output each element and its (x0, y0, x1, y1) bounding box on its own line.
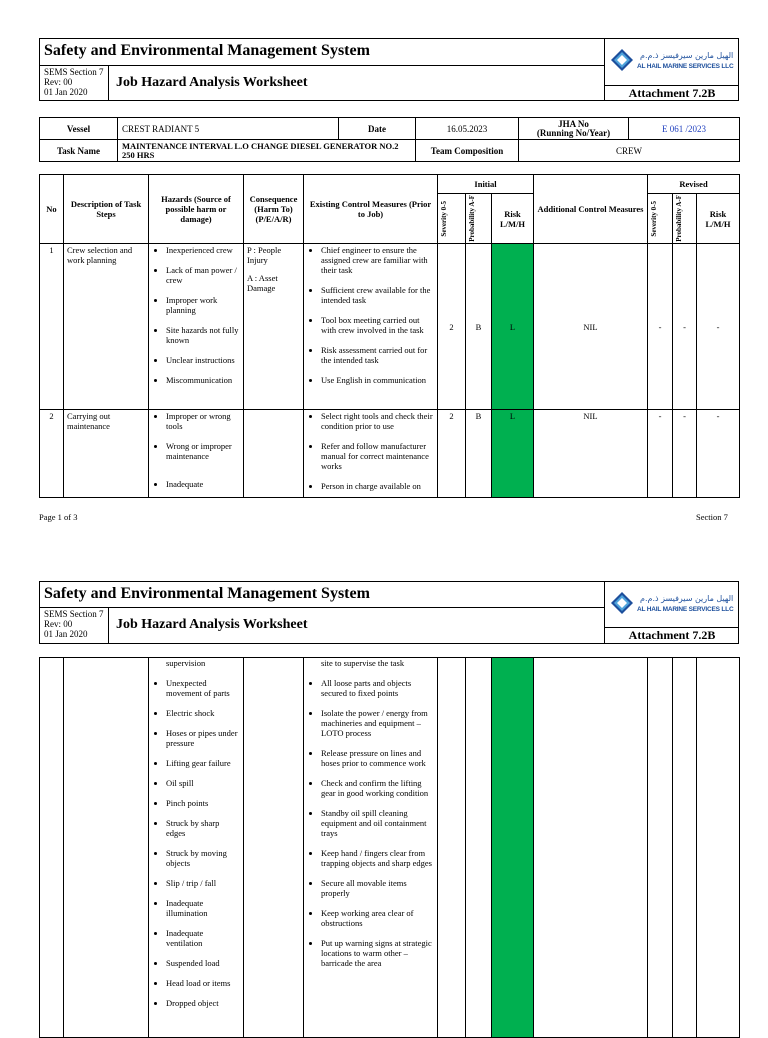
initial-risk (492, 658, 534, 1038)
col-header-hazards: Hazards (Source of possible harm or damage) (149, 175, 244, 244)
date-label: Date (339, 118, 416, 140)
revised-risk: - (697, 244, 740, 410)
control-item: • Release pressure on lines and hoses prior to commence work (321, 748, 434, 768)
hazard-item: • Site hazards not fully known (166, 325, 240, 345)
hazard-item: • Miscommunication (166, 375, 240, 385)
col-header-existing-controls: Existing Control Measures (Prior to Job) (304, 175, 438, 244)
header-meta-divider (108, 65, 109, 101)
hazard-item: • Pinch points (166, 798, 240, 808)
col-header-initial: Initial (438, 175, 534, 194)
task-info-table (39, 117, 740, 162)
consequence-cell (244, 410, 304, 498)
hazard-item: • Inadequate illumination (166, 898, 240, 918)
hazard-continuation: supervision (166, 658, 206, 668)
hazard-item: • Head load or items (166, 978, 240, 988)
hazard-analysis-table (39, 174, 740, 498)
revised-probability (673, 658, 697, 1038)
consequence-cell (244, 244, 304, 410)
control-item: • Risk assessment carried out for the intended task (321, 345, 434, 365)
col-header-revised-probability (673, 194, 697, 244)
logo-english-text: AL HAIL MARINE SERVICES LLC (637, 606, 734, 613)
worksheet-title: Job Hazard Analysis Worksheet (116, 617, 308, 632)
control-item: • Refer and follow manufacturer manual for correct maintenance works (321, 441, 434, 471)
revised-probability: - (673, 244, 697, 410)
hazard-item: • Struck by moving objects (166, 848, 240, 868)
hazard-item: • Wrong or improper maintenance (166, 441, 240, 461)
row-number: 1 (40, 244, 64, 410)
task-step-description (64, 658, 149, 1038)
initial-probability: B (466, 244, 492, 410)
revised-risk: - (697, 410, 740, 498)
control-item: • Keep hand / fingers clear from trapping objects and sharp edges (321, 848, 434, 868)
revised-risk (697, 658, 740, 1038)
jha-label-line1: JHA No (558, 118, 589, 129)
logo-arabic-text: الهيل مارين سيرفيسز ذ.م.م (640, 51, 734, 60)
row-number: 2 (40, 410, 64, 498)
hazard-item: • Inadequate (166, 479, 240, 489)
hazard-item: • Lack of man power / crew (166, 265, 240, 285)
jha-label (519, 118, 629, 140)
consequence-people: P : People Injury (247, 245, 282, 265)
task-step-description: Carrying out maintenance (64, 410, 149, 498)
attachment-label: Attachment 7.2B (628, 86, 716, 100)
control-item: • Chief engineer to ensure the assigned crew are familiar with their task (321, 245, 434, 275)
initial-severity (438, 658, 466, 1038)
table-row (40, 658, 740, 1038)
hazard-item: • Unclear instructions (166, 355, 240, 365)
control-item: • Sufficient crew available for the intended task (321, 285, 434, 305)
revision-date: 01 Jan 2020 (44, 87, 88, 97)
revised-probability: - (673, 410, 697, 498)
control-item: • Keep working area clear of obstructions (321, 908, 434, 928)
col-header-severity (438, 194, 466, 244)
initial-severity: 2 (438, 410, 466, 498)
sems-section: SEMS Section 7 (44, 67, 104, 77)
revision: Rev: 00 (44, 77, 73, 87)
date-value: 16.05.2023 (416, 118, 519, 140)
revised-severity: - (648, 410, 673, 498)
revised-probability-label: Probability A-F (675, 195, 684, 242)
col-header-description: Description of Task Steps (64, 175, 149, 244)
revised-severity (648, 658, 673, 1038)
control-item: • Select right tools and check their condition prior to use (321, 411, 434, 431)
initial-probability (466, 658, 492, 1038)
initial-risk: L (492, 244, 534, 410)
company-logo-icon (611, 592, 633, 614)
hazard-item: • Dropped object (166, 998, 240, 1008)
hazards-cell (149, 244, 244, 410)
additional-controls (534, 658, 648, 1038)
hazard-item: • Lifting gear failure (166, 758, 240, 768)
control-item: • Use English in communication (321, 375, 434, 385)
revision: Rev: 00 (44, 619, 73, 629)
jha-label-line2: (Running No/Year) (536, 127, 611, 138)
hazard-item: • Improper or wrong tools (166, 411, 240, 431)
initial-severity: 2 (438, 244, 466, 410)
header-divider-horizontal (39, 607, 605, 608)
control-item: • Check and confirm the lifting gear in good working condition (321, 778, 434, 798)
consequence-asset: A : Asset Damage (247, 273, 278, 293)
team-composition-value: CREW (519, 140, 740, 162)
control-item: • Put up warning signs at strategic locations to warm other – barricade the area (321, 938, 434, 968)
hazard-item: • Suspended load (166, 958, 240, 968)
existing-controls-cell (304, 658, 438, 1038)
table-row (40, 410, 740, 498)
logo-english-text: AL HAIL MARINE SERVICES LLC (637, 63, 734, 70)
logo-arabic-text: الهيل مارين سيرفيسز ذ.م.م (640, 594, 734, 603)
table-row (40, 244, 740, 410)
task-name-value: MAINTENANCE INTERVAL L.O CHANGE DIESEL GENERATOR NO.2 250 HRS (118, 140, 416, 162)
row-number (40, 658, 64, 1038)
col-header-revised: Revised (648, 175, 740, 194)
consequence-cell (244, 658, 304, 1038)
hazard-item: • Inadequate ventilation (166, 928, 240, 948)
control-item: • Person in charge available on (321, 481, 434, 491)
page-number: Page 1 of 3 (39, 512, 78, 522)
col-header-revised-risk: Risk L/M/H (697, 194, 740, 244)
severity-label: Severity 0-5 (440, 200, 448, 237)
hazard-analysis-table-continued (39, 657, 740, 1038)
hazard-item: • Oil spill (166, 778, 240, 788)
revised-severity: - (648, 244, 673, 410)
initial-probability: B (466, 410, 492, 498)
col-header-consequence: Consequence (Harm To) (P/E/A/R) (244, 175, 304, 244)
control-item: • Standby oil spill cleaning equipment and oil containment trays (321, 808, 434, 838)
hazard-item: • Unexpected movement of parts (166, 678, 240, 698)
task-name-label: Task Name (40, 140, 118, 162)
col-header-probability (466, 194, 492, 244)
control-item: • Secure all movable items properly (321, 878, 434, 898)
hazard-item: • Hoses or pipes under pressure (166, 728, 240, 748)
col-header-no: No (40, 175, 64, 244)
hazard-item: • Struck by sharp edges (166, 818, 240, 838)
hazard-item: • Slip / trip / fall (166, 878, 240, 888)
team-composition-label: Team Composition (416, 140, 519, 162)
initial-risk: L (492, 410, 534, 498)
hazards-cell (149, 658, 244, 1038)
company-logo-icon (611, 49, 633, 71)
system-title: Safety and Environmental Management System (44, 585, 370, 602)
col-header-additional-controls: Additional Control Measures (534, 175, 648, 244)
control-item: • All loose parts and objects secured to fixed points (321, 678, 434, 698)
jha-number: E 061 /2023 (629, 118, 740, 140)
additional-controls: NIL (534, 410, 648, 498)
existing-controls-cell (304, 410, 438, 498)
hazards-cell (149, 410, 244, 498)
col-header-revised-severity (648, 194, 673, 244)
vessel-label: Vessel (40, 118, 118, 140)
additional-controls: NIL (534, 244, 648, 410)
section-label: Section 7 (696, 512, 728, 522)
header-meta-divider (108, 607, 109, 644)
attachment-label: Attachment 7.2B (628, 628, 716, 642)
probability-label: Probability A-F (468, 195, 476, 242)
control-item: • Isolate the power / energy from machineries and equipment – LOTO process (321, 708, 434, 738)
revised-severity-label: Severity 0-5 (650, 200, 659, 237)
hazard-item: • Inexperienced crew (166, 245, 240, 255)
revision-date: 01 Jan 2020 (44, 629, 88, 639)
task-step-description: Crew selection and work planning (64, 244, 149, 410)
hazard-item: • Improper work planning (166, 295, 240, 315)
col-header-risk: Risk L/M/H (492, 194, 534, 244)
vessel-value: CREST RADIANT 5 (118, 118, 339, 140)
existing-controls-cell (304, 244, 438, 410)
control-item: • Tool box meeting carried out with crew involved in the task (321, 315, 434, 335)
sems-section: SEMS Section 7 (44, 609, 104, 619)
worksheet-title: Job Hazard Analysis Worksheet (116, 75, 308, 90)
hazard-item: • Electric shock (166, 708, 240, 718)
header-divider-horizontal (39, 65, 605, 66)
control-continuation: site to supervise the task (321, 658, 405, 668)
system-title: Safety and Environmental Management System (44, 42, 370, 59)
